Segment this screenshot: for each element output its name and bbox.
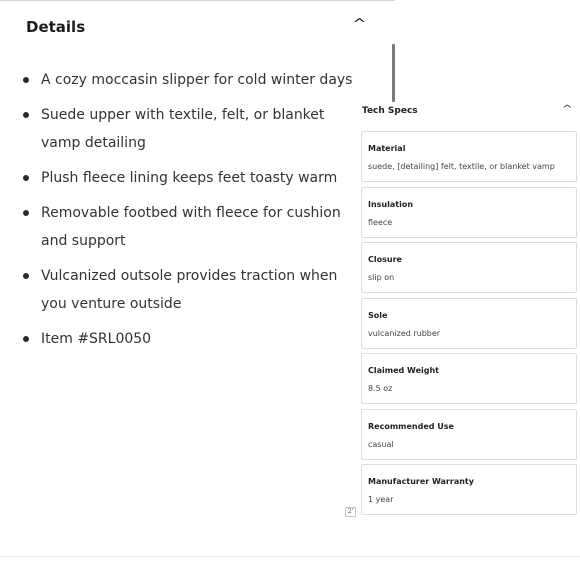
- bullet-icon: [23, 77, 29, 83]
- bullet-icon: [23, 175, 29, 181]
- list-item: [22, 66, 357, 94]
- spec-label: Sole: [368, 310, 388, 320]
- list-item: [22, 325, 357, 353]
- tech-specs-list: [361, 131, 577, 520]
- details-bullet-list: [22, 66, 357, 353]
- spec-value: fleece: [368, 217, 393, 227]
- spec-card-closure: [361, 242, 577, 293]
- spec-value: casual: [368, 439, 394, 449]
- spec-card-recommended-use: [361, 409, 577, 460]
- spec-card-material: [361, 131, 577, 182]
- spec-value: suede, [detailing] felt, textile, or blanket vamp: [368, 162, 555, 171]
- tech-specs-heading: Tech Specs: [362, 106, 418, 116]
- spec-value: vulcanized rubber: [368, 328, 441, 338]
- list-item: [22, 262, 357, 318]
- scroll-indicator[interactable]: [392, 44, 395, 102]
- spec-value: 8.5 oz: [368, 384, 393, 393]
- top-divider: [0, 0, 395, 1]
- list-item: [22, 199, 357, 255]
- spec-value: slip on: [368, 273, 395, 282]
- bullet-text: Plush fleece lining keeps feet toasty warm: [41, 170, 338, 186]
- list-item: [22, 164, 357, 192]
- spec-card-insulation: [361, 187, 577, 238]
- bullet-text: Suede upper with textile, felt, or blanket vamp detailing: [41, 107, 325, 151]
- tech-specs-collapse-chevron-icon[interactable]: ^: [561, 104, 573, 115]
- bullet-text: A cozy moccasin slipper for cold winter days: [41, 72, 353, 88]
- bullet-icon: [23, 210, 29, 216]
- bottom-divider: [0, 556, 580, 557]
- bullet-text: Removable footbed with fleece for cushion and support: [41, 205, 341, 249]
- spec-label: Claimed Weight: [368, 366, 439, 375]
- spec-label: Material: [368, 144, 406, 153]
- spec-label: Recommended Use: [368, 421, 454, 431]
- details-heading: Details: [26, 18, 86, 36]
- spec-label: Closure: [368, 255, 402, 264]
- spec-label: Manufacturer Warranty: [368, 477, 474, 486]
- spec-value: 1 year: [368, 495, 394, 504]
- bullet-icon: [23, 273, 29, 279]
- list-item: [22, 101, 357, 157]
- tooltip-icon[interactable]: 2': [345, 507, 356, 517]
- spec-card-claimed-weight: [361, 353, 577, 404]
- bullet-text: Vulcanized outsole provides traction when you venture outside: [41, 268, 338, 312]
- spec-card-manufacturer-warranty: [361, 464, 577, 515]
- bullet-icon: [23, 336, 29, 342]
- spec-card-sole: [361, 298, 577, 349]
- bullet-text: Item #SRL0050: [41, 331, 152, 347]
- bullet-icon: [23, 112, 29, 118]
- details-collapse-chevron-icon[interactable]: ^: [352, 17, 367, 32]
- spec-label: Insulation: [368, 199, 414, 209]
